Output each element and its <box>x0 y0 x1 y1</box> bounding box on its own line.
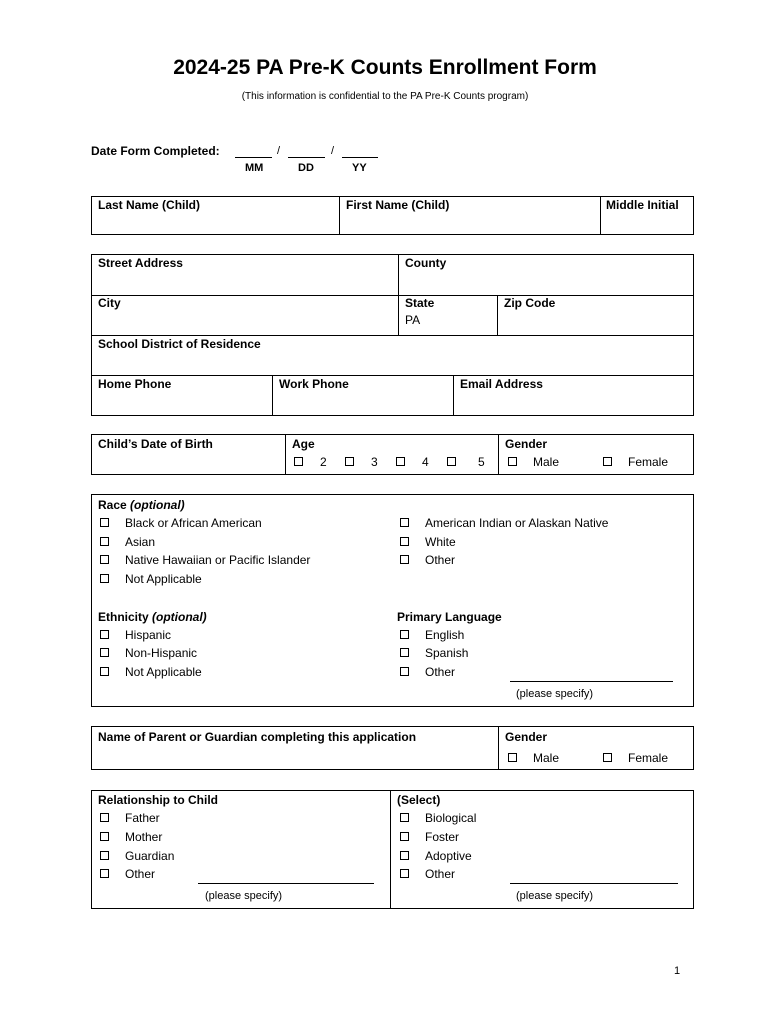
child-gender-label: Gender <box>505 437 548 451</box>
race-black-label: Black or African American <box>125 516 262 530</box>
ethnicity-not-applicable-checkbox[interactable] <box>100 667 109 676</box>
ethnicity-label: Ethnicity (optional) <box>98 610 207 624</box>
county-field[interactable]: County <box>405 256 447 270</box>
language-other-label: Other <box>425 665 456 679</box>
divider <box>498 434 499 475</box>
page-number: 1 <box>674 965 681 977</box>
parent-female-checkbox[interactable] <box>603 753 612 762</box>
language-english-checkbox[interactable] <box>400 630 409 639</box>
child-female-label: Female <box>628 455 669 469</box>
child-dob-field[interactable]: Child’s Date of Birth <box>98 437 213 451</box>
divider <box>91 335 694 336</box>
select-other-label: Other <box>425 867 456 881</box>
relationship-other-label: Other <box>125 867 156 881</box>
divider <box>498 726 499 770</box>
form-subtitle: (This information is confidential to the PA Pre-K Counts program) <box>241 91 529 102</box>
race-asian-label: Asian <box>125 535 156 549</box>
select-adoptive-label: Adoptive <box>425 849 472 863</box>
date-separator: / <box>277 145 281 157</box>
select-specify-field[interactable] <box>510 883 678 884</box>
state-field[interactable]: State <box>405 296 435 310</box>
city-field[interactable]: City <box>98 296 121 310</box>
relationship-guardian-label: Guardian <box>125 849 175 863</box>
parent-gender-label: Gender <box>505 730 548 744</box>
select-other-checkbox[interactable] <box>400 869 409 878</box>
date-separator: / <box>331 145 335 157</box>
age-2-checkbox[interactable] <box>294 457 303 466</box>
language-spanish-checkbox[interactable] <box>400 648 409 657</box>
ethnicity-non-hispanic-label: Non-Hispanic <box>125 646 198 660</box>
ethnicity-non-hispanic-checkbox[interactable] <box>100 648 109 657</box>
form-title: 2024-25 PA Pre-K Counts Enrollment Form <box>173 56 597 79</box>
race-label: Race (optional) <box>98 498 185 512</box>
divider <box>398 254 399 335</box>
zip-code-field[interactable]: Zip Code <box>504 296 556 310</box>
child-male-checkbox[interactable] <box>508 457 517 466</box>
age-5-label: 5 <box>478 455 485 469</box>
first-name-field[interactable]: First Name (Child) <box>346 198 450 212</box>
last-name-field[interactable]: Last Name (Child) <box>98 198 201 212</box>
relationship-mother-checkbox[interactable] <box>100 832 109 841</box>
date-mm-field[interactable] <box>235 157 272 158</box>
date-completed-label: Date Form Completed: <box>91 144 220 158</box>
relationship-specify-field[interactable] <box>198 883 374 884</box>
age-3-checkbox[interactable] <box>345 457 354 466</box>
date-dd-label: DD <box>298 162 314 174</box>
parent-name-field[interactable]: Name of Parent or Guardian completing this application <box>98 730 417 744</box>
language-specify-field[interactable] <box>510 681 673 682</box>
age-2-label: 2 <box>320 455 327 469</box>
race-asian-checkbox[interactable] <box>100 537 109 546</box>
language-other-checkbox[interactable] <box>400 667 409 676</box>
relationship-specify-label: (please specify) <box>205 890 283 902</box>
race-black-checkbox[interactable] <box>100 518 109 527</box>
race-white-checkbox[interactable] <box>400 537 409 546</box>
divider <box>91 375 694 376</box>
race-not-applicable-checkbox[interactable] <box>100 574 109 583</box>
race-hawaiian-label: Native Hawaiian or Pacific Islander <box>125 553 311 567</box>
middle-initial-field[interactable]: Middle Initial <box>606 198 679 212</box>
divider <box>390 790 391 909</box>
language-specify-label: (please specify) <box>516 688 594 700</box>
relationship-father-label: Father <box>125 811 160 825</box>
date-yy-field[interactable] <box>342 157 378 158</box>
select-foster-checkbox[interactable] <box>400 832 409 841</box>
divider <box>453 375 454 416</box>
language-english-label: English <box>425 628 465 642</box>
divider <box>272 375 273 416</box>
race-other-label: Other <box>425 553 456 567</box>
age-4-label: 4 <box>422 455 429 469</box>
race-not-applicable-label: Not Applicable <box>125 572 202 586</box>
relationship-section <box>91 790 694 909</box>
select-biological-checkbox[interactable] <box>400 813 409 822</box>
ethnicity-hispanic-label: Hispanic <box>125 628 172 642</box>
parent-male-label: Male <box>533 751 560 765</box>
select-adoptive-checkbox[interactable] <box>400 851 409 860</box>
date-mm-label: MM <box>245 162 264 174</box>
select-specify-label: (please specify) <box>516 890 594 902</box>
age-3-label: 3 <box>371 455 378 469</box>
race-white-label: White <box>425 535 456 549</box>
select-foster-label: Foster <box>425 830 460 844</box>
language-spanish-label: Spanish <box>425 646 469 660</box>
divider <box>91 295 694 296</box>
select-biological-label: Biological <box>425 811 477 825</box>
parent-female-label: Female <box>628 751 669 765</box>
child-male-label: Male <box>533 455 560 469</box>
email-address-field[interactable]: Email Address <box>460 377 543 391</box>
school-district-field[interactable]: School District of Residence <box>98 337 261 351</box>
relationship-label: Relationship to Child <box>98 793 218 807</box>
home-phone-field[interactable]: Home Phone <box>98 377 172 391</box>
age-4-checkbox[interactable] <box>396 457 405 466</box>
relationship-mother-label: Mother <box>125 830 163 844</box>
divider <box>339 196 340 235</box>
divider <box>600 196 601 235</box>
race-american-indian-checkbox[interactable] <box>400 518 409 527</box>
date-dd-field[interactable] <box>288 157 325 158</box>
work-phone-field[interactable]: Work Phone <box>279 377 349 391</box>
divider <box>285 434 286 475</box>
ethnicity-not-applicable-label: Not Applicable <box>125 665 202 679</box>
relationship-father-checkbox[interactable] <box>100 813 109 822</box>
race-hawaiian-checkbox[interactable] <box>100 555 109 564</box>
divider <box>497 295 498 335</box>
relationship-other-checkbox[interactable] <box>100 869 109 878</box>
ethnicity-hispanic-checkbox[interactable] <box>100 630 109 639</box>
race-american-indian-label: American Indian or Alaskan Native <box>425 516 609 530</box>
select-label: (Select) <box>397 793 441 807</box>
primary-language-label: Primary Language <box>397 610 502 624</box>
child-female-checkbox[interactable] <box>603 457 612 466</box>
street-address-field[interactable]: Street Address <box>98 256 183 270</box>
age-5-checkbox[interactable] <box>447 457 456 466</box>
relationship-guardian-checkbox[interactable] <box>100 851 109 860</box>
date-yy-label: YY <box>352 162 367 174</box>
state-value: PA <box>405 313 421 327</box>
parent-male-checkbox[interactable] <box>508 753 517 762</box>
race-other-checkbox[interactable] <box>400 555 409 564</box>
age-label: Age <box>292 437 315 451</box>
